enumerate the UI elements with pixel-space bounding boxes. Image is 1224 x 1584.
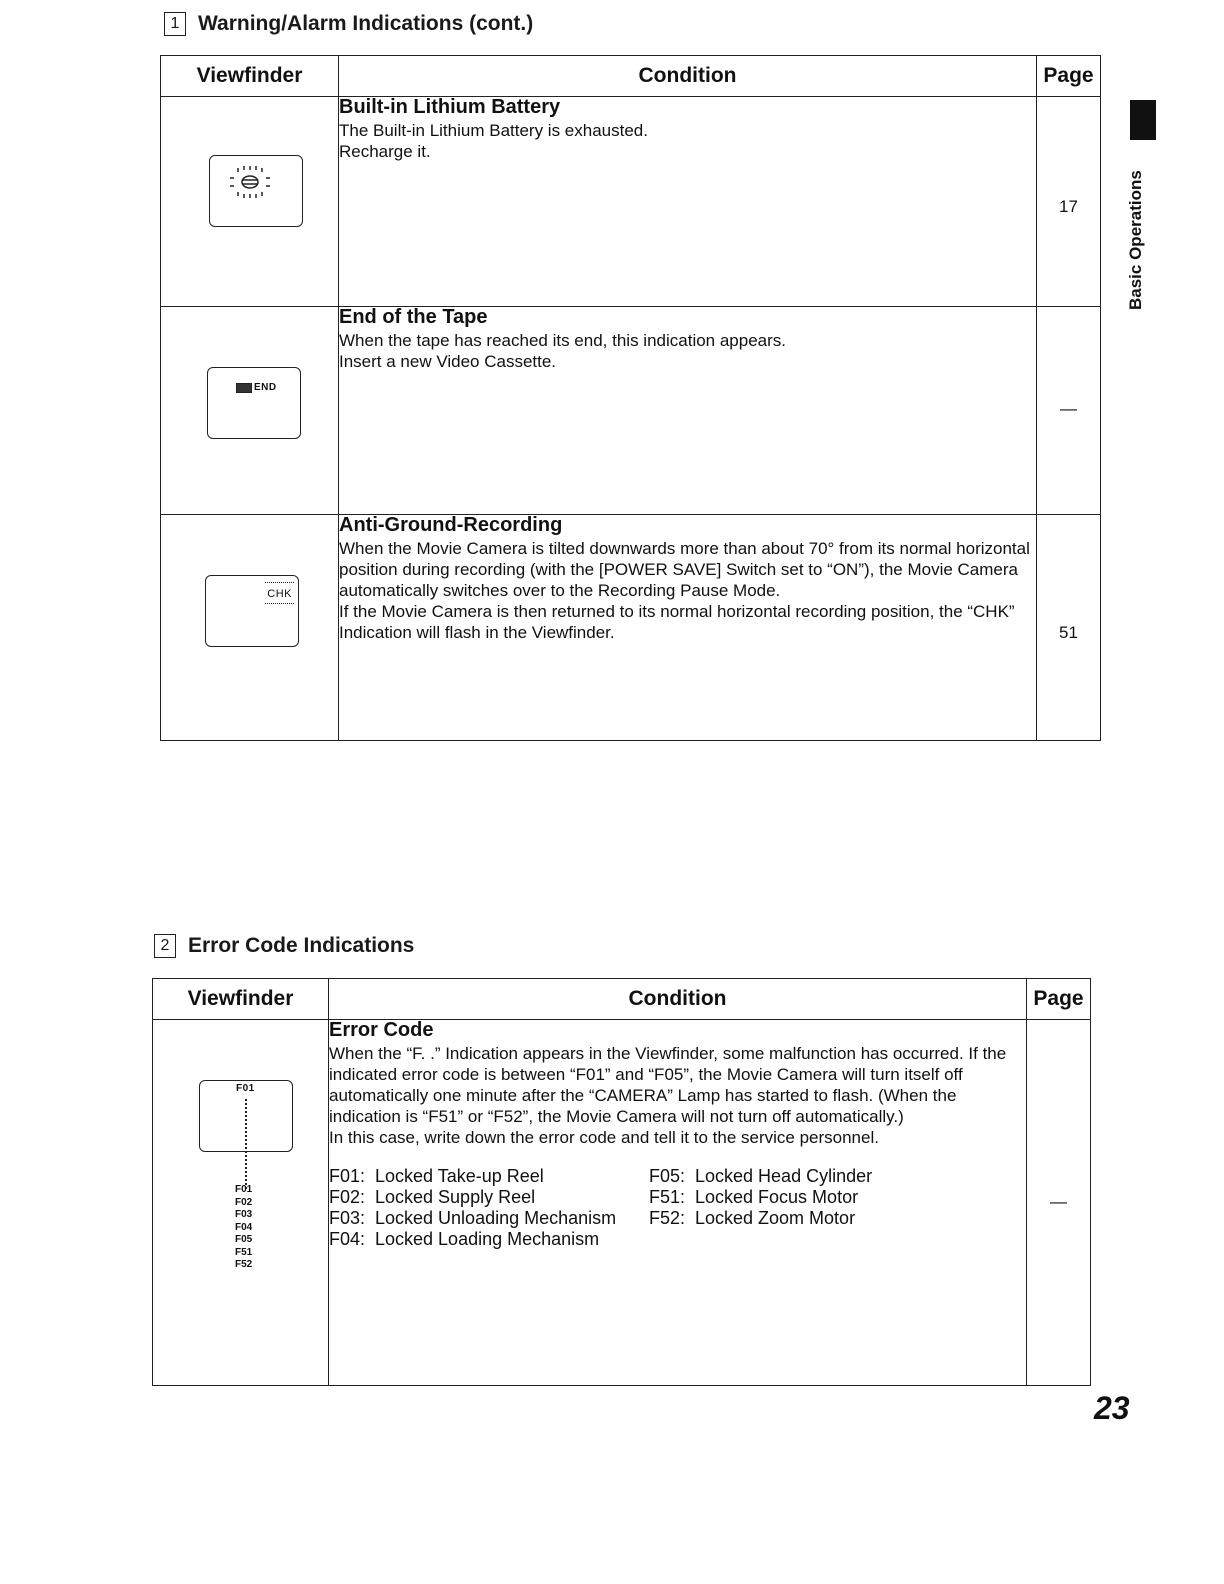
condition-text: When the “F. .” Indication appears in the Viewfinder, some malfunction has occurred. If the indicated error code is between “F01” and “F05”, the Movie Camera will turn itself off automatically one minute after the “CAMERA” Lamp has started to flash. (When the indication is “F51” or “F52”, the Movie Camera will not turn off automatically.) — [329, 1044, 1007, 1126]
section2-title: Error Code Indications — [188, 934, 415, 957]
page-ref: — — [1027, 1020, 1091, 1386]
code-desc: Locked Head Cylinder — [695, 1166, 873, 1186]
list-item: F05 — [235, 1234, 253, 1245]
page-number: 23 — [1094, 1390, 1130, 1426]
code-key: F03: — [329, 1208, 366, 1228]
lithium-battery-icon — [210, 156, 302, 226]
list-item — [649, 1166, 949, 1187]
viewfinder-display — [207, 367, 301, 439]
section2-heading — [154, 934, 414, 958]
chk-label: CHK — [267, 588, 292, 600]
table-row — [161, 307, 1101, 515]
side-section-label: Basic Operations — [1126, 170, 1145, 310]
list-item: F52 — [235, 1259, 253, 1270]
cassette-icon — [236, 383, 252, 393]
code-key: F01: — [329, 1166, 366, 1186]
condition-text: The Built-in Lithium Battery is exhausted. — [339, 121, 648, 140]
viewfinder-cell — [153, 1020, 329, 1386]
list-item — [649, 1187, 949, 1208]
condition-text: Insert a new Video Cassette. — [339, 352, 557, 371]
code-key: F52: — [649, 1208, 686, 1228]
viewfinder-cell — [161, 307, 339, 515]
error-code-table — [152, 978, 1091, 1386]
code-key: F05: — [649, 1166, 686, 1186]
table-row — [161, 97, 1101, 307]
table-row — [153, 1020, 1091, 1386]
list-item: F03 — [235, 1209, 253, 1220]
code-desc: Locked Zoom Motor — [695, 1208, 856, 1228]
header-condition: Condition — [329, 979, 1027, 1020]
codes-right-column — [649, 1166, 949, 1250]
section2-number: 2 — [154, 934, 176, 958]
codes-left-column — [329, 1166, 649, 1250]
page-ref: — — [1037, 307, 1101, 515]
table-row — [161, 515, 1101, 741]
error-code-display: F01 — [236, 1083, 255, 1094]
header-page: Page — [1027, 979, 1091, 1020]
list-item: F51 — [235, 1246, 253, 1258]
header-viewfinder: Viewfinder — [161, 56, 339, 97]
section1-number: 1 — [164, 12, 186, 36]
condition-cell — [339, 307, 1037, 515]
section1-title: Warning/Alarm Indications (cont.) — [198, 12, 534, 35]
list-item: F01 — [235, 1184, 253, 1195]
code-desc: Locked Take-up Reel — [375, 1166, 544, 1186]
condition-text: When the tape has reached its end, this indication appears. — [339, 331, 787, 350]
condition-title: Built-in Lithium Battery — [339, 96, 561, 118]
code-desc: Locked Supply Reel — [375, 1187, 536, 1207]
list-item — [329, 1229, 649, 1250]
viewfinder-display — [205, 575, 299, 647]
code-desc: Locked Loading Mechanism — [375, 1229, 600, 1249]
list-item: F04 — [235, 1221, 253, 1233]
list-item — [649, 1208, 949, 1229]
viewfinder-display — [199, 1080, 293, 1152]
section-tab-marker — [1130, 100, 1156, 140]
condition-title: Error Code — [329, 1019, 434, 1041]
condition-text: When the Movie Camera is tilted downwards more than about 70° from its normal horizontal position during recording (with the [POWER SAVE] Switch set to “ON”), the Movie Camera automatically switches over to the Recording Pause Mode. — [339, 539, 1030, 600]
warning-table — [160, 55, 1101, 741]
code-key: F02: — [329, 1187, 366, 1207]
condition-text: In this case, write down the error code and tell it to the service personnel. — [329, 1128, 879, 1147]
error-code-list — [235, 1184, 252, 1272]
condition-cell — [329, 1020, 1027, 1386]
header-condition: Condition — [339, 56, 1037, 97]
code-desc: Locked Focus Motor — [695, 1187, 859, 1207]
viewfinder-display — [209, 155, 303, 227]
list-item: F02 — [235, 1196, 253, 1208]
viewfinder-cell — [161, 515, 339, 741]
page-ref: 51 — [1037, 515, 1101, 741]
page-ref: 17 — [1037, 97, 1101, 307]
section1-heading — [164, 12, 533, 36]
dotted-leader — [245, 1099, 249, 1189]
condition-cell — [339, 515, 1037, 741]
condition-text: If the Movie Camera is then returned to its normal horizontal recording position, the “CHK” Indication will flash in the Viewfinder. — [339, 602, 1015, 642]
code-key: F04: — [329, 1229, 366, 1249]
list-item — [329, 1208, 649, 1229]
list-item — [329, 1187, 649, 1208]
header-page: Page — [1037, 56, 1101, 97]
tape-end-icon — [236, 382, 277, 393]
list-item — [329, 1166, 649, 1187]
error-code-legend — [329, 1166, 1026, 1250]
header-viewfinder: Viewfinder — [153, 979, 329, 1020]
viewfinder-cell — [161, 97, 339, 307]
tape-end-label: END — [254, 382, 277, 393]
chk-indicator-icon — [265, 582, 294, 604]
condition-title: Anti-Ground-Recording — [339, 514, 563, 536]
condition-cell — [339, 97, 1037, 307]
code-key: F51: — [649, 1187, 686, 1207]
condition-text: Recharge it. — [339, 142, 431, 161]
condition-title: End of the Tape — [339, 306, 488, 328]
code-desc: Locked Unloading Mechanism — [375, 1208, 617, 1228]
